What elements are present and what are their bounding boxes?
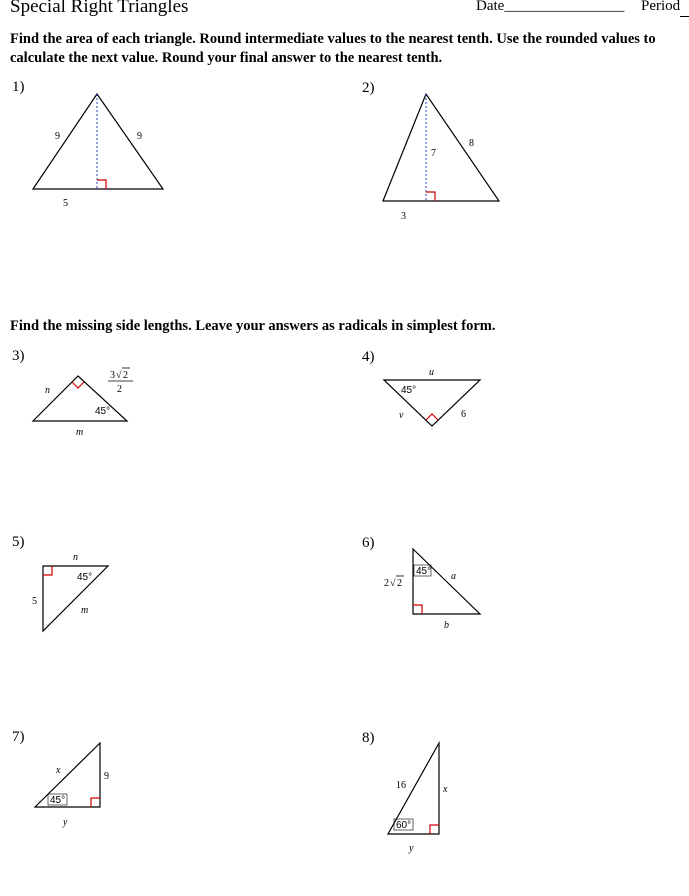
right-angle-mark-3 — [72, 382, 84, 388]
triangle-2 — [383, 94, 499, 201]
angle-label-5: 45° — [77, 572, 93, 583]
side-label-6-b: b — [444, 620, 449, 631]
problem-1-figure — [33, 94, 163, 209]
side-label-5-n: n — [73, 552, 78, 563]
right-angle-mark-4 — [426, 414, 438, 420]
problem-4-number: 4) — [362, 349, 375, 365]
problem-7-number: 7) — [12, 729, 25, 745]
right-angle-mark-2 — [426, 192, 435, 201]
angle-label-7: 45° — [50, 795, 66, 806]
triangle-6 — [413, 549, 480, 614]
worksheet-title: Special Right Triangles — [10, 0, 189, 17]
section1-instructions: Find the area of each triangle. Round intermediate values to the nearest tenth. Use the rounded values to calculate the next value. Round your final answer to the nearest tenth. — [10, 31, 656, 66]
side-label-3-hyp-num: 3 — [110, 370, 115, 381]
side-label-6-a: a — [451, 571, 456, 582]
problem-5-figure — [32, 552, 108, 631]
period-label: Period — [641, 0, 681, 14]
side-label-4-6: 6 — [461, 409, 466, 420]
side-label-4-v: v — [399, 410, 404, 421]
date-blank: ________________ — [504, 0, 625, 14]
triangle-5 — [43, 566, 108, 631]
problem-2-figure — [383, 94, 499, 222]
problem-3-number: 3) — [12, 348, 25, 364]
side-label-7-y: y — [63, 817, 68, 828]
right-angle-mark-7 — [91, 798, 100, 807]
side-label-6-coef: 2 — [384, 578, 389, 589]
triangle-7 — [35, 743, 100, 807]
section2-instructions: Find the missing side lengths. Leave your answers as radicals in simplest form. — [10, 318, 496, 334]
triangle-1 — [33, 94, 163, 189]
side-label-2-height: 7 — [431, 148, 436, 159]
side-label-5-5: 5 — [32, 596, 37, 607]
side-label-4-u: u — [429, 367, 434, 378]
side-label-3-n: n — [45, 385, 50, 396]
side-label-3-hyp-rad: 2 — [123, 370, 128, 381]
angle-label-3: 45° — [95, 406, 111, 417]
side-label-6-rad: 2 — [397, 578, 402, 589]
angle-label-8: 60° — [396, 820, 412, 831]
side-label-5-m: m — [81, 605, 89, 616]
side-label-3-hyp-den: 2 — [117, 384, 122, 395]
problem-1-number: 1) — [12, 79, 25, 95]
side-label-1-base: 5 — [63, 198, 68, 209]
problem-8-figure — [388, 743, 448, 854]
side-label-7-x: x — [56, 765, 61, 776]
side-label-2-base: 3 — [401, 211, 406, 222]
right-angle-mark-5 — [43, 566, 52, 575]
angle-label-6: 45° — [416, 566, 432, 577]
side-label-1-right: 9 — [137, 131, 142, 142]
side-label-1-left: 9 — [55, 131, 60, 142]
side-label-8-16: 16 — [396, 780, 406, 791]
problem-7-figure — [35, 743, 109, 828]
side-label-8-y: y — [409, 843, 414, 854]
problem-2-number: 2) — [362, 80, 375, 96]
right-angle-mark-8 — [430, 825, 439, 834]
radical-sign-3: √ — [116, 370, 122, 381]
date-label: Date — [476, 0, 505, 14]
problem-5-number: 5) — [12, 534, 25, 550]
side-label-3-m: m — [76, 427, 84, 438]
side-label-7-9: 9 — [104, 771, 109, 782]
problem-4-figure — [384, 367, 480, 426]
problem-6-figure — [384, 549, 480, 631]
problem-6-number: 6) — [362, 535, 375, 551]
radical-sign-6: √ — [390, 578, 396, 589]
side-label-8-x: x — [443, 784, 448, 795]
problem-8-number: 8) — [362, 730, 375, 746]
right-angle-mark-1 — [97, 180, 106, 189]
side-label-2-hyp: 8 — [469, 138, 474, 149]
right-angle-mark-6 — [413, 605, 422, 614]
problem-3-figure — [33, 368, 133, 438]
triangle-3 — [33, 376, 127, 421]
angle-label-4: 45° — [401, 385, 417, 396]
